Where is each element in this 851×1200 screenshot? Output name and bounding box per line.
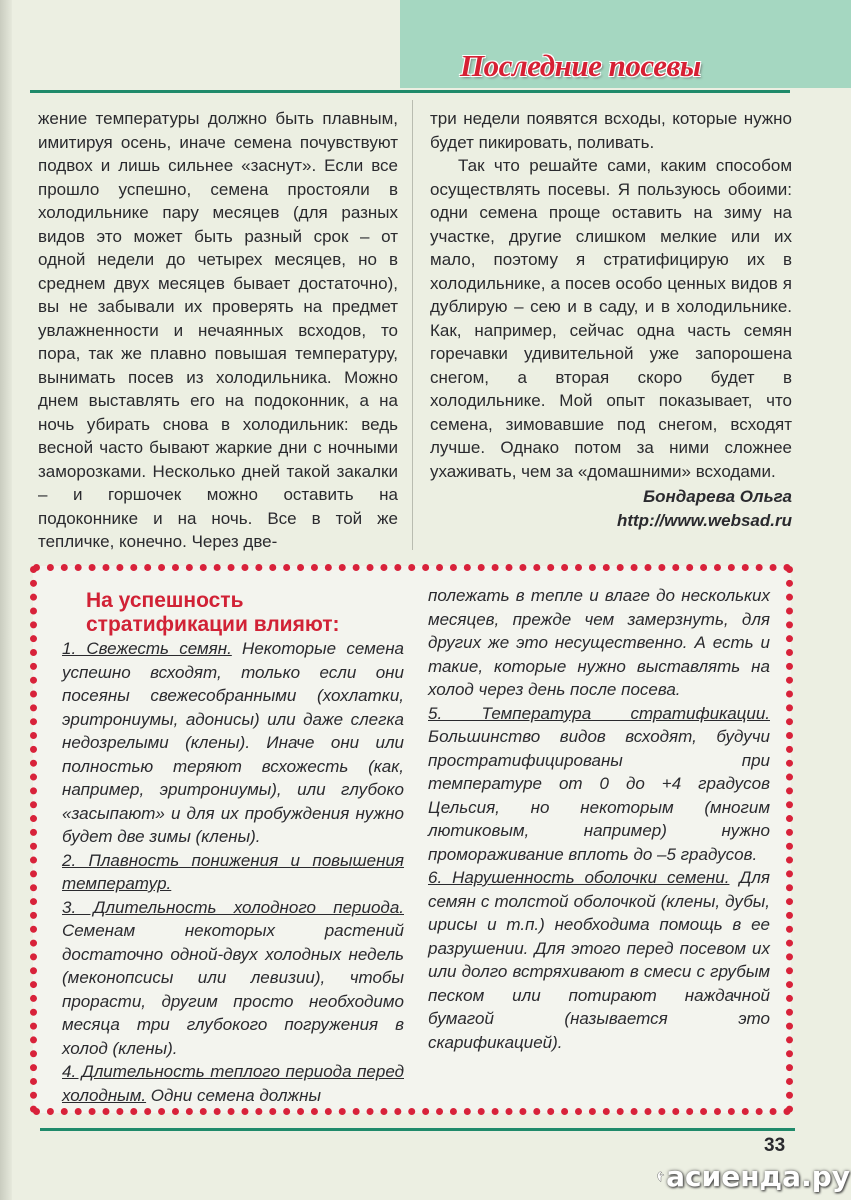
page-number: 33 — [764, 1135, 786, 1156]
header-rule — [30, 90, 790, 93]
item-heading: 4. Длительность теплого периода перед холодным. — [62, 1062, 404, 1105]
item-heading: 2. Плавность понижения и повышения температур. — [62, 850, 404, 893]
section-title: Последние посевы — [460, 48, 701, 83]
source-url: http://www.websad.ru — [616, 510, 792, 530]
item-text: Большинство видов всходят, будучи простратифицированы при температуре от 0 до +4 градусов Цельсия, но некоторым (многим лютиковым, например) нужно проморaживание вплоть до –5 градусов. — [428, 727, 770, 864]
sidebar-title: На успешность стратификации влияют: — [86, 589, 340, 636]
item-text: Для семян с толстой оболочкой (клены, дубы, ирисы и т.п.) необходима помощь в ее разрушении. Для этого перед посевом их или долго встряхивают в смеси с грубым песком или потирают наждачной бумагой (называется это скарификацией). — [428, 868, 770, 1052]
article-paragraph: три недели появятся всходы, которые нужно будет пикировать, поливать. — [430, 109, 792, 152]
column-divider — [412, 100, 413, 550]
item-heading: 1. Свежесть семян. — [62, 639, 232, 658]
article-paragraph: Так что решайте сами, каким способом осуществлять посевы. Я пользуюсь обоими: одни семена проще оставить на зиму на участке, другие слишком мелкие или их мало, поэтому я стратифицирую их в холодильнике, а посев особо ценных видов я дублирую – сею и в саду, и в холодильнике. Как, например, сейчас одна часть семян горечавки удивительной уже запорошена снегом, а вторая скоро будет в холодильнике. Мой опыт показывает, что семена, зимовавшие под снегом, всходят лучше. Однако потом за ними сложнее ухаживать, чем за «домашними» всходами. — [430, 156, 792, 481]
item-text: Некоторые семена успешно всходят, только если они посеяны свежесобранными (хохлатки, эритрониумы, адонисы) или даже слегка недозрелыми (клены). Иначе они или полностью теряют всхожесть (как, например, эритрониумы), или глубоко «засыпают» и для их пробуждения нужно будет две зимы (клены). — [62, 639, 404, 846]
article-paragraph: жение температуры должно быть плавным, имитируя осень, иначе семена почувствуют подвох и лишь сильнее «заснут». Если все прошло успешно, семена простояли в холодильнике пару месяцев (для разных видов это может быть разный срок – от одной недели до четырех месяцев, но в среднем двух месяцев бывает достаточно), вы не забывали их проверять на предмет увлажненности и нечаянных всходов, то пора, так же плавно повышая температуру, вынимать посев из холодильника. Можно днем выставлять его на подоконник, а на ночь убирать снова в холодильник: ведь весной часто бывают жаркие дни с ночными заморозками. Несколько дней такой закалки – и горшочек можно оставить на подоконнике и на ночь. Все в той же тепличке, конечно. Через две- — [38, 109, 398, 551]
page-edge-shadow — [0, 0, 12, 1200]
item-text: полежать в тепле и влаге до нескольких месяцев, прежде чем замерзнуть, для других же это несущественно. А есть и такие, которые нужно выставлять на холод через день после посева. — [428, 586, 770, 699]
item-heading: 6. Нарушенность оболочки семени. — [428, 868, 730, 887]
site-watermark — [655, 1157, 850, 1195]
dotted-border-bottom — [33, 1108, 791, 1115]
footer-rule — [40, 1128, 795, 1131]
dotted-border-left — [30, 566, 37, 1113]
author-name: Бондарева Ольга — [643, 487, 792, 506]
article-right-column — [430, 107, 792, 532]
watermark-text: асиенда.ру — [666, 1159, 850, 1193]
item-text: Одни семена должны — [146, 1085, 321, 1105]
item-heading: 3. Длительность холодного периода. — [62, 897, 404, 917]
item-heading: 5. Температура стратификации. — [428, 703, 770, 723]
article-left-column — [38, 107, 398, 554]
dotted-border-right — [786, 566, 793, 1113]
sidebar-left-column — [62, 637, 404, 1107]
dotted-border-top — [33, 564, 791, 571]
item-text: Семенам некоторых растений достаточно одной-двух холодных недель (меконопсисы или левизии), чтобы прорасти, другим просто необходимо месяца три глубокого погружения в холод (клены). — [62, 921, 404, 1058]
hacienda-logo-icon — [655, 1161, 666, 1191]
sidebar-right-column — [428, 584, 770, 1054]
